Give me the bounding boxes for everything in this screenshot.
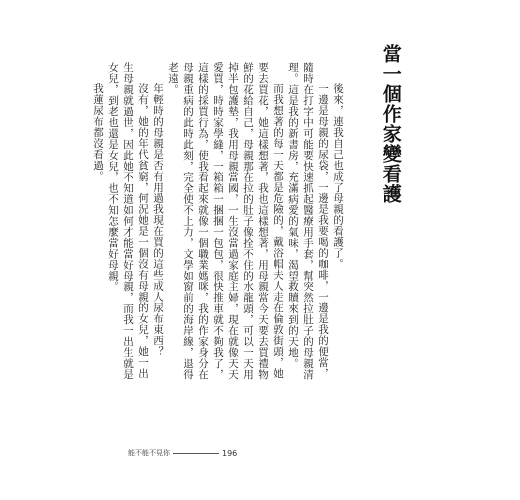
paragraph: 一邊是母親的尿袋，一邊是我要喝的咖啡，一邊是我的便當，隨時在打字中可能要快速抓起醫療用手套，幫突然拉肚子的母親清理。這是我的新書房，充滿病愛的氣味，渴望救贖來到的天地。 (287, 62, 329, 380)
paragraph: 沒有，她的年代貧窮，何況她是一個沒有母親的女兒，她一出生母親就過世，因此她不知道如何才能當好母親，而我一出生就是女兒，到老也還是女兒，也不知怎麼當好母親。 (107, 62, 149, 380)
paragraph: 我蓮尿布都沒看過。 (92, 83, 104, 182)
paragraph: 年輕時的母親是否有用過我現在買的這些成人尿布東西？ (152, 83, 164, 357)
footer-divider (173, 453, 219, 454)
chapter-title: 當一個作家變看護 (379, 44, 402, 204)
paragraph: 後來，連我自己也成了母親的看護了。 (332, 83, 344, 270)
paragraph: 而我想著的每一天都是危險的，戴浴帽夫人走在倫敦街頭，她要去買花，她這樣想著，我也這樣想著，用母親當今天要去買禮物鮮的花給自己，母親那在拉的肚子像拴不住的水龍頭，可以一天用掉半包護墊，我用母親當國，一生沒當過家庭主婦，現在就像天天愛買，時時家學縫，一箱箱一捆捆一包包，很快推車就不夠我了，這樣的採買行為，使我看起來就像一個職業媽咪，我的作家身分在母親重病的此時此刻，完全使不上力，文學如窗前的海岸線，退得老遠。 (167, 62, 284, 380)
running-book-title: 能不能不見你 (128, 449, 170, 457)
body-text (92, 62, 345, 380)
page-footer (128, 448, 237, 458)
page-number: 196 (222, 448, 238, 458)
